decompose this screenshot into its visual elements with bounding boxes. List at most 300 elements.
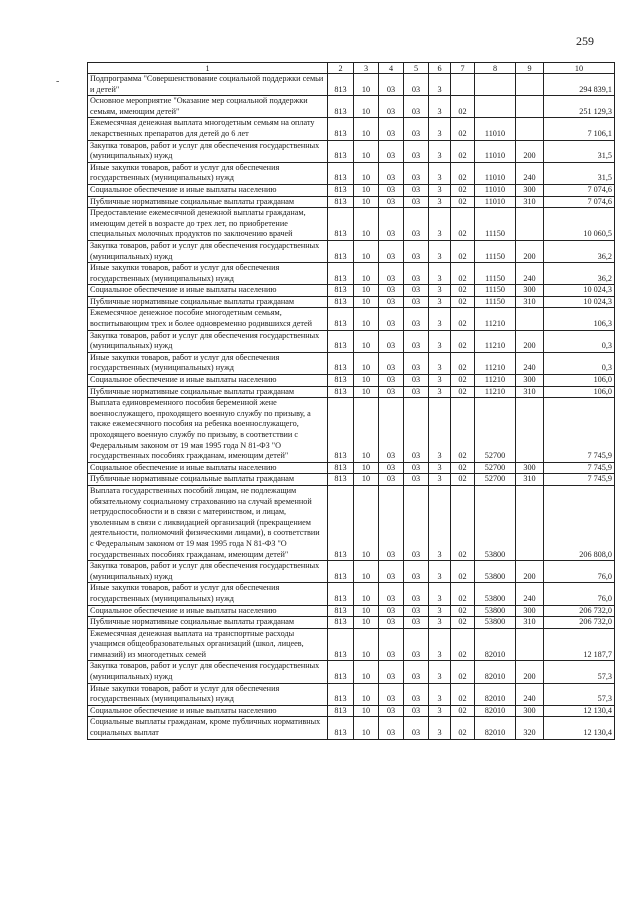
subsection-cell: 03 bbox=[379, 118, 404, 140]
direction-cell: 53800 bbox=[475, 605, 516, 617]
table-row bbox=[88, 74, 615, 96]
subprogram-cell: 3 bbox=[429, 628, 451, 661]
section-cell: 10 bbox=[354, 474, 379, 486]
table-body bbox=[88, 74, 615, 740]
row-name-cell: Публичные нормативные социальные выплаты гражданам bbox=[88, 386, 328, 398]
section-cell: 10 bbox=[354, 561, 379, 583]
row-name-cell: Иные закупки товаров, работ и услуг для обеспечения государственных (муниципальных) нужд bbox=[88, 683, 328, 705]
expense-type-cell: 240 bbox=[516, 683, 544, 705]
row-name-cell: Социальное обеспечение и иные выплаты населению bbox=[88, 705, 328, 717]
amount-cell: 106,0 bbox=[544, 386, 615, 398]
gov-code-cell: 813 bbox=[328, 605, 354, 617]
amount-cell: 7 745,9 bbox=[544, 462, 615, 474]
program-cell: 03 bbox=[404, 96, 429, 118]
direction-cell: 11150 bbox=[475, 296, 516, 308]
gov-code-cell: 813 bbox=[328, 683, 354, 705]
subprogram-cell: 3 bbox=[429, 240, 451, 262]
table-row bbox=[88, 462, 615, 474]
gov-code-cell: 813 bbox=[328, 661, 354, 683]
amount-cell: 7 745,9 bbox=[544, 398, 615, 463]
row-name-cell: Иные закупки товаров, работ и услуг для обеспечения государственных (муниципальных) нужд bbox=[88, 263, 328, 285]
amount-cell: 36,2 bbox=[544, 240, 615, 262]
program-cell: 03 bbox=[404, 352, 429, 374]
subprogram-cell: 3 bbox=[429, 485, 451, 560]
subsection-cell: 03 bbox=[379, 628, 404, 661]
section-cell: 10 bbox=[354, 683, 379, 705]
expense-type-cell: 310 bbox=[516, 617, 544, 629]
gov-code-cell: 813 bbox=[328, 398, 354, 463]
program-cell: 03 bbox=[404, 184, 429, 196]
gov-code-cell: 813 bbox=[328, 474, 354, 486]
subsection-cell: 03 bbox=[379, 208, 404, 241]
col-header-3: 3 bbox=[354, 63, 379, 74]
direction-cell: 53800 bbox=[475, 561, 516, 583]
subsection-cell: 03 bbox=[379, 263, 404, 285]
subsection-cell: 03 bbox=[379, 184, 404, 196]
subprogram-cell: 3 bbox=[429, 583, 451, 605]
amount-cell: 294 839,1 bbox=[544, 74, 615, 96]
activity-cell: 02 bbox=[451, 184, 475, 196]
program-cell: 03 bbox=[404, 196, 429, 208]
direction-cell bbox=[475, 74, 516, 96]
direction-cell: 11210 bbox=[475, 352, 516, 374]
row-name-cell: Основное мероприятие "Оказание мер социальной поддержки семьям, имеющим детей" bbox=[88, 96, 328, 118]
section-cell: 10 bbox=[354, 375, 379, 387]
row-name-cell: Закупка товаров, работ и услуг для обеспечения государственных (муниципальных) нужд bbox=[88, 140, 328, 162]
amount-cell: 57,3 bbox=[544, 683, 615, 705]
section-cell: 10 bbox=[354, 705, 379, 717]
amount-cell: 7 074,6 bbox=[544, 184, 615, 196]
program-cell: 03 bbox=[404, 617, 429, 629]
table-row bbox=[88, 308, 615, 330]
gov-code-cell: 813 bbox=[328, 485, 354, 560]
subprogram-cell: 3 bbox=[429, 140, 451, 162]
subsection-cell: 03 bbox=[379, 140, 404, 162]
section-cell: 10 bbox=[354, 617, 379, 629]
expense-type-cell: 320 bbox=[516, 717, 544, 739]
gov-code-cell: 813 bbox=[328, 308, 354, 330]
gov-code-cell: 813 bbox=[328, 285, 354, 297]
direction-cell: 52700 bbox=[475, 462, 516, 474]
expense-type-cell bbox=[516, 485, 544, 560]
table-row bbox=[88, 184, 615, 196]
section-cell: 10 bbox=[354, 386, 379, 398]
gov-code-cell: 813 bbox=[328, 352, 354, 374]
expense-type-cell bbox=[516, 398, 544, 463]
row-name-cell: Закупка товаров, работ и услуг для обеспечения государственных (муниципальных) нужд bbox=[88, 561, 328, 583]
subsection-cell: 03 bbox=[379, 561, 404, 583]
program-cell: 03 bbox=[404, 561, 429, 583]
subprogram-cell: 3 bbox=[429, 661, 451, 683]
amount-cell: 36,2 bbox=[544, 263, 615, 285]
subprogram-cell: 3 bbox=[429, 208, 451, 241]
direction-cell: 52700 bbox=[475, 474, 516, 486]
subprogram-cell: 3 bbox=[429, 375, 451, 387]
direction-cell: 11010 bbox=[475, 196, 516, 208]
expense-type-cell: 310 bbox=[516, 296, 544, 308]
table-row bbox=[88, 398, 615, 463]
col-header-6: 6 bbox=[429, 63, 451, 74]
amount-cell: 7 745,9 bbox=[544, 474, 615, 486]
direction-cell: 11010 bbox=[475, 140, 516, 162]
gov-code-cell: 813 bbox=[328, 263, 354, 285]
table-row bbox=[88, 605, 615, 617]
subsection-cell: 03 bbox=[379, 285, 404, 297]
row-name-cell: Подпрограмма "Совершенствование социальной поддержки семьи и детей" bbox=[88, 74, 328, 96]
subprogram-cell: 3 bbox=[429, 330, 451, 352]
row-name-cell: Иные закупки товаров, работ и услуг для обеспечения государственных (муниципальных) нужд bbox=[88, 352, 328, 374]
section-cell: 10 bbox=[354, 661, 379, 683]
expense-type-cell: 310 bbox=[516, 474, 544, 486]
activity-cell: 02 bbox=[451, 705, 475, 717]
section-cell: 10 bbox=[354, 162, 379, 184]
expense-type-cell: 310 bbox=[516, 196, 544, 208]
subsection-cell: 03 bbox=[379, 462, 404, 474]
activity-cell: 02 bbox=[451, 462, 475, 474]
table-row bbox=[88, 717, 615, 739]
subsection-cell: 03 bbox=[379, 605, 404, 617]
section-cell: 10 bbox=[354, 462, 379, 474]
amount-cell: 31,5 bbox=[544, 162, 615, 184]
section-cell: 10 bbox=[354, 330, 379, 352]
activity-cell: 02 bbox=[451, 162, 475, 184]
gov-code-cell: 813 bbox=[328, 386, 354, 398]
subprogram-cell: 3 bbox=[429, 352, 451, 374]
amount-cell: 31,5 bbox=[544, 140, 615, 162]
direction-cell: 11210 bbox=[475, 386, 516, 398]
section-cell: 10 bbox=[354, 308, 379, 330]
direction-cell: 11210 bbox=[475, 308, 516, 330]
col-header-8: 8 bbox=[475, 63, 516, 74]
gov-code-cell: 813 bbox=[328, 462, 354, 474]
subprogram-cell: 3 bbox=[429, 474, 451, 486]
section-cell: 10 bbox=[354, 296, 379, 308]
subsection-cell: 03 bbox=[379, 617, 404, 629]
gov-code-cell: 813 bbox=[328, 705, 354, 717]
subprogram-cell: 3 bbox=[429, 96, 451, 118]
subprogram-cell: 3 bbox=[429, 617, 451, 629]
row-name-cell: Выплата единовременного пособия беременной жене военнослужащего, проходящего военную службу по призыву, а также ежемесячного пособия на ребенка военнослужащего, проходящего военную службу по призыву, в соответствии с Федеральным законом от 19 мая 1995 года N 81-ФЗ "О государственных пособиях гражданам, имеющим детей" bbox=[88, 398, 328, 463]
row-name-cell: Социальное обеспечение и иные выплаты населению bbox=[88, 184, 328, 196]
activity-cell: 02 bbox=[451, 330, 475, 352]
row-name-cell: Иные закупки товаров, работ и услуг для обеспечения государственных (муниципальных) нужд bbox=[88, 162, 328, 184]
column-number-row bbox=[88, 63, 615, 74]
gov-code-cell: 813 bbox=[328, 208, 354, 241]
row-name-cell: Социальные выплаты гражданам, кроме публичных нормативных социальных выплат bbox=[88, 717, 328, 739]
col-header-1: 1 bbox=[88, 63, 328, 74]
program-cell: 03 bbox=[404, 308, 429, 330]
col-header-7: 7 bbox=[451, 63, 475, 74]
gov-code-cell: 813 bbox=[328, 561, 354, 583]
subsection-cell: 03 bbox=[379, 661, 404, 683]
row-name-cell: Публичные нормативные социальные выплаты гражданам bbox=[88, 196, 328, 208]
row-name-cell: Ежемесячная денежная выплата на транспортные расходы учащимся общеобразовательных организаций (школ, лицеев, гимназий) из многодетных семей bbox=[88, 628, 328, 661]
expense-type-cell: 240 bbox=[516, 263, 544, 285]
program-cell: 03 bbox=[404, 140, 429, 162]
program-cell: 03 bbox=[404, 661, 429, 683]
direction-cell: 82010 bbox=[475, 717, 516, 739]
section-cell: 10 bbox=[354, 118, 379, 140]
amount-cell: 12 130,4 bbox=[544, 717, 615, 739]
amount-cell: 206 808,0 bbox=[544, 485, 615, 560]
table-row bbox=[88, 240, 615, 262]
direction-cell: 11210 bbox=[475, 330, 516, 352]
row-name-cell: Закупка товаров, работ и услуг для обеспечения государственных (муниципальных) нужд bbox=[88, 661, 328, 683]
section-cell: 10 bbox=[354, 263, 379, 285]
gov-code-cell: 813 bbox=[328, 74, 354, 96]
activity-cell: 02 bbox=[451, 308, 475, 330]
expense-type-cell: 300 bbox=[516, 462, 544, 474]
program-cell: 03 bbox=[404, 208, 429, 241]
subsection-cell: 03 bbox=[379, 96, 404, 118]
table-row bbox=[88, 661, 615, 683]
col-header-4: 4 bbox=[379, 63, 404, 74]
subprogram-cell: 3 bbox=[429, 462, 451, 474]
row-name-cell: Социальное обеспечение и иные выплаты населению bbox=[88, 375, 328, 387]
subsection-cell: 03 bbox=[379, 308, 404, 330]
gov-code-cell: 813 bbox=[328, 196, 354, 208]
row-name-cell: Ежемесячная денежная выплата многодетным семьям на оплату лекарственных препаратов для детей до 6 лет bbox=[88, 118, 328, 140]
activity-cell: 02 bbox=[451, 240, 475, 262]
direction-cell: 11150 bbox=[475, 240, 516, 262]
amount-cell: 76,0 bbox=[544, 561, 615, 583]
subprogram-cell: 3 bbox=[429, 398, 451, 463]
section-cell: 10 bbox=[354, 74, 379, 96]
expense-type-cell bbox=[516, 74, 544, 96]
program-cell: 03 bbox=[404, 717, 429, 739]
table-row bbox=[88, 386, 615, 398]
program-cell: 03 bbox=[404, 474, 429, 486]
direction-cell: 11010 bbox=[475, 162, 516, 184]
gov-code-cell: 813 bbox=[328, 628, 354, 661]
subprogram-cell: 3 bbox=[429, 605, 451, 617]
section-cell: 10 bbox=[354, 485, 379, 560]
program-cell: 03 bbox=[404, 330, 429, 352]
subprogram-cell: 3 bbox=[429, 705, 451, 717]
table-row bbox=[88, 705, 615, 717]
subprogram-cell: 3 bbox=[429, 308, 451, 330]
expense-type-cell bbox=[516, 628, 544, 661]
expense-type-cell: 300 bbox=[516, 285, 544, 297]
activity-cell: 02 bbox=[451, 561, 475, 583]
section-cell: 10 bbox=[354, 196, 379, 208]
amount-cell: 106,0 bbox=[544, 375, 615, 387]
expense-type-cell: 200 bbox=[516, 140, 544, 162]
table-row bbox=[88, 375, 615, 387]
program-cell: 03 bbox=[404, 118, 429, 140]
amount-cell: 0,3 bbox=[544, 330, 615, 352]
program-cell: 03 bbox=[404, 74, 429, 96]
activity-cell: 02 bbox=[451, 398, 475, 463]
subprogram-cell: 3 bbox=[429, 717, 451, 739]
section-cell: 10 bbox=[354, 398, 379, 463]
table-header bbox=[88, 63, 615, 74]
activity-cell: 02 bbox=[451, 375, 475, 387]
gov-code-cell: 813 bbox=[328, 96, 354, 118]
gov-code-cell: 813 bbox=[328, 375, 354, 387]
section-cell: 10 bbox=[354, 208, 379, 241]
activity-cell: 02 bbox=[451, 118, 475, 140]
table-row bbox=[88, 96, 615, 118]
table-row bbox=[88, 352, 615, 374]
direction-cell: 53800 bbox=[475, 485, 516, 560]
amount-cell: 10 024,3 bbox=[544, 285, 615, 297]
activity-cell: 02 bbox=[451, 386, 475, 398]
table-row bbox=[88, 196, 615, 208]
expense-type-cell: 240 bbox=[516, 352, 544, 374]
section-cell: 10 bbox=[354, 285, 379, 297]
row-name-cell: Предоставление ежемесячной денежной выплаты гражданам, имеющим детей в возрасте до трех лет, по приобретение специальных молочных продуктов по заключению врачей bbox=[88, 208, 328, 241]
subsection-cell: 03 bbox=[379, 352, 404, 374]
section-cell: 10 bbox=[354, 184, 379, 196]
subsection-cell: 03 bbox=[379, 717, 404, 739]
expense-type-cell bbox=[516, 208, 544, 241]
activity-cell: 02 bbox=[451, 485, 475, 560]
amount-cell: 10 024,3 bbox=[544, 296, 615, 308]
table-row bbox=[88, 263, 615, 285]
subprogram-cell: 3 bbox=[429, 263, 451, 285]
row-name-cell: Выплата государственных пособий лицам, не подлежащим обязательному социальному страхованию на случай временной нетрудоспособности и в связи с материнством, и лицам, уволенным в связи с ликвидацией организаций (прекращением деятельности, полномочий физическими лицами), в соответствии с Федеральным законом от 19 мая 1995 года N 81-ФЗ "О государственных пособиях гражданам, имеющим детей" bbox=[88, 485, 328, 560]
direction-cell: 11150 bbox=[475, 263, 516, 285]
margin-mark: - bbox=[56, 76, 60, 87]
subsection-cell: 03 bbox=[379, 296, 404, 308]
table-row bbox=[88, 118, 615, 140]
amount-cell: 251 129,3 bbox=[544, 96, 615, 118]
table-row bbox=[88, 330, 615, 352]
expense-type-cell: 300 bbox=[516, 605, 544, 617]
expense-type-cell: 200 bbox=[516, 330, 544, 352]
col-header-10: 10 bbox=[544, 63, 615, 74]
section-cell: 10 bbox=[354, 140, 379, 162]
gov-code-cell: 813 bbox=[328, 717, 354, 739]
page-number: 259 bbox=[576, 34, 594, 48]
gov-code-cell: 813 bbox=[328, 184, 354, 196]
table-row bbox=[88, 561, 615, 583]
activity-cell: 02 bbox=[451, 717, 475, 739]
direction-cell: 11010 bbox=[475, 184, 516, 196]
row-name-cell: Закупка товаров, работ и услуг для обеспечения государственных (муниципальных) нужд bbox=[88, 330, 328, 352]
col-header-5: 5 bbox=[404, 63, 429, 74]
table-row bbox=[88, 485, 615, 560]
program-cell: 03 bbox=[404, 398, 429, 463]
amount-cell: 206 732,0 bbox=[544, 617, 615, 629]
row-name-cell: Публичные нормативные социальные выплаты гражданам bbox=[88, 474, 328, 486]
amount-cell: 12 187,7 bbox=[544, 628, 615, 661]
activity-cell: 02 bbox=[451, 583, 475, 605]
program-cell: 03 bbox=[404, 375, 429, 387]
direction-cell: 82010 bbox=[475, 628, 516, 661]
row-name-cell: Социальное обеспечение и иные выплаты населению bbox=[88, 462, 328, 474]
program-cell: 03 bbox=[404, 162, 429, 184]
direction-cell: 11150 bbox=[475, 285, 516, 297]
activity-cell: 02 bbox=[451, 474, 475, 486]
col-header-2: 2 bbox=[328, 63, 354, 74]
subsection-cell: 03 bbox=[379, 386, 404, 398]
amount-cell: 7 106,1 bbox=[544, 118, 615, 140]
direction-cell: 82010 bbox=[475, 661, 516, 683]
program-cell: 03 bbox=[404, 296, 429, 308]
subsection-cell: 03 bbox=[379, 683, 404, 705]
section-cell: 10 bbox=[354, 583, 379, 605]
program-cell: 03 bbox=[404, 683, 429, 705]
gov-code-cell: 813 bbox=[328, 162, 354, 184]
activity-cell: 02 bbox=[451, 352, 475, 374]
activity-cell: 02 bbox=[451, 605, 475, 617]
activity-cell: 02 bbox=[451, 196, 475, 208]
budget-table bbox=[87, 62, 615, 740]
direction-cell bbox=[475, 96, 516, 118]
expense-type-cell: 300 bbox=[516, 184, 544, 196]
subsection-cell: 03 bbox=[379, 74, 404, 96]
activity-cell: 02 bbox=[451, 661, 475, 683]
program-cell: 03 bbox=[404, 285, 429, 297]
subsection-cell: 03 bbox=[379, 240, 404, 262]
section-cell: 10 bbox=[354, 352, 379, 374]
direction-cell: 53800 bbox=[475, 583, 516, 605]
section-cell: 10 bbox=[354, 628, 379, 661]
table-row bbox=[88, 474, 615, 486]
expense-type-cell: 240 bbox=[516, 162, 544, 184]
expense-type-cell: 240 bbox=[516, 583, 544, 605]
gov-code-cell: 813 bbox=[328, 617, 354, 629]
gov-code-cell: 813 bbox=[328, 118, 354, 140]
program-cell: 03 bbox=[404, 583, 429, 605]
subprogram-cell: 3 bbox=[429, 184, 451, 196]
section-cell: 10 bbox=[354, 717, 379, 739]
subsection-cell: 03 bbox=[379, 196, 404, 208]
program-cell: 03 bbox=[404, 462, 429, 474]
program-cell: 03 bbox=[404, 386, 429, 398]
activity-cell: 02 bbox=[451, 296, 475, 308]
activity-cell: 02 bbox=[451, 628, 475, 661]
amount-cell: 106,3 bbox=[544, 308, 615, 330]
table-row bbox=[88, 583, 615, 605]
table-row bbox=[88, 628, 615, 661]
col-header-9: 9 bbox=[516, 63, 544, 74]
row-name-cell: Иные закупки товаров, работ и услуг для обеспечения государственных (муниципальных) нужд bbox=[88, 583, 328, 605]
subsection-cell: 03 bbox=[379, 705, 404, 717]
direction-cell: 53800 bbox=[475, 617, 516, 629]
program-cell: 03 bbox=[404, 485, 429, 560]
amount-cell: 12 130,4 bbox=[544, 705, 615, 717]
subprogram-cell: 3 bbox=[429, 561, 451, 583]
subprogram-cell: 3 bbox=[429, 196, 451, 208]
subprogram-cell: 3 bbox=[429, 118, 451, 140]
row-name-cell: Ежемесячное денежное пособие многодетным семьям, воспитывающим трех и более одновременно родившихся детей bbox=[88, 308, 328, 330]
subprogram-cell: 3 bbox=[429, 296, 451, 308]
program-cell: 03 bbox=[404, 263, 429, 285]
amount-cell: 206 732,0 bbox=[544, 605, 615, 617]
amount-cell: 7 074,6 bbox=[544, 196, 615, 208]
subsection-cell: 03 bbox=[379, 375, 404, 387]
subprogram-cell: 3 bbox=[429, 285, 451, 297]
gov-code-cell: 813 bbox=[328, 240, 354, 262]
row-name-cell: Закупка товаров, работ и услуг для обеспечения государственных (муниципальных) нужд bbox=[88, 240, 328, 262]
activity-cell: 02 bbox=[451, 285, 475, 297]
row-name-cell: Социальное обеспечение и иные выплаты населению bbox=[88, 285, 328, 297]
expense-type-cell bbox=[516, 96, 544, 118]
table-row bbox=[88, 296, 615, 308]
gov-code-cell: 813 bbox=[328, 583, 354, 605]
activity-cell: 02 bbox=[451, 683, 475, 705]
activity-cell bbox=[451, 74, 475, 96]
table-row bbox=[88, 285, 615, 297]
expense-type-cell bbox=[516, 308, 544, 330]
activity-cell: 02 bbox=[451, 140, 475, 162]
direction-cell: 82010 bbox=[475, 705, 516, 717]
expense-type-cell bbox=[516, 118, 544, 140]
gov-code-cell: 813 bbox=[328, 330, 354, 352]
